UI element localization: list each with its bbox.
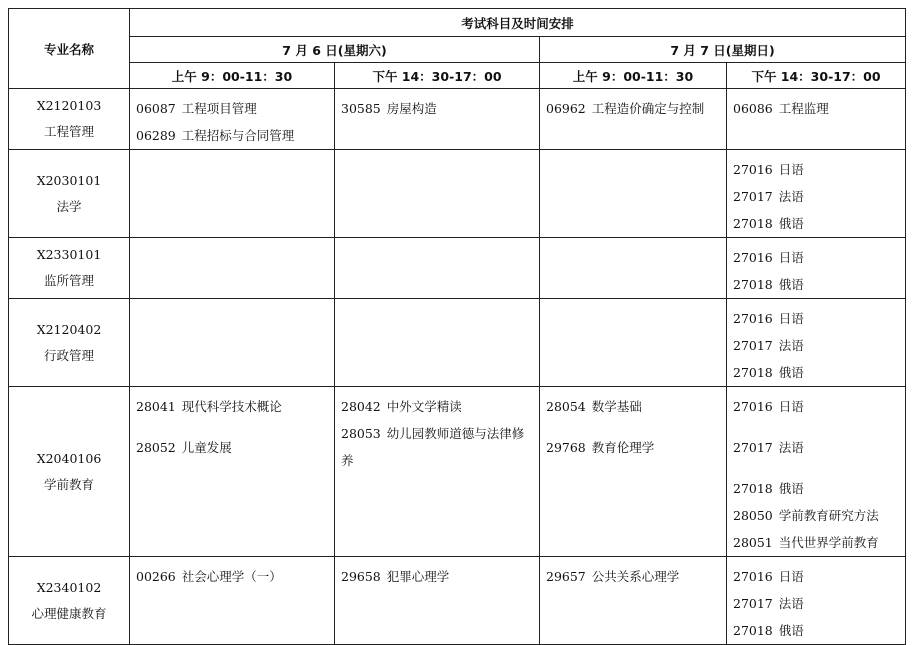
slot-header: 上午 9：00-11：30 [130,63,335,89]
session-cell [335,387,540,557]
course-item: 27018 俄语 [733,481,804,496]
major-cell [9,299,130,387]
major-name: 工程管理 [43,124,94,139]
slot-header: 上午 9：00-11：30 [540,63,727,89]
major-name: 学前教育 [43,476,94,492]
course-item: 27016 日语 [733,569,804,584]
course-item: 28042 中外文学精读 [341,399,462,414]
table-row [9,387,906,557]
course-item: 06289 工程招标与合同管理 [136,128,295,143]
major-cell [9,238,130,299]
table-row [9,557,906,645]
course-item: 27018 俄语 [733,623,804,638]
major-code: X2120402 [36,321,102,337]
session-cell [335,238,540,299]
course-item: 27016 日语 [733,250,804,265]
table-row [9,238,906,299]
major-code: X2030101 [36,172,102,188]
course-item: 28051 当代世界学前教育 [733,535,879,550]
major-code: X2330101 [36,247,102,262]
major-cell [9,89,130,150]
table-row [9,299,906,387]
course-item: 27016 日语 [733,311,804,326]
table-row [9,150,906,238]
session-cell [130,299,335,387]
major-cell [9,387,130,557]
session-cell [130,238,335,299]
course-item: 27018 俄语 [733,216,804,231]
course-item: 28050 学前教育研究方法 [733,508,879,523]
day-header: 7 月 7 日(星期日) [540,37,906,63]
course-item: 28052 儿童发展 [136,440,232,455]
course-item: 27017 法语 [733,440,804,455]
course-item: 30585 房屋构造 [341,101,437,116]
major-code: X2340102 [36,579,102,595]
course-item: 06962 工程造价确定与控制 [546,101,705,116]
slot-header: 下午 14：30-17：00 [335,63,540,89]
course-item: 29768 教育伦理学 [546,440,655,455]
slot-header: 下午 14：30-17：00 [727,63,906,89]
session-cell [130,150,335,238]
course-item: 27018 俄语 [733,277,804,292]
course-item: 00266 社会心理学（一） [136,569,282,584]
session-cell [727,89,906,150]
session-cell [335,299,540,387]
session-cell [727,387,906,557]
course-item: 27018 俄语 [733,365,804,380]
major-name: 法学 [56,198,82,214]
course-item: 27017 法语 [733,596,804,611]
session-cell [727,150,906,238]
day-header: 7 月 6 日(星期六) [130,37,540,63]
major-code: X2040106 [36,450,102,466]
session-cell [540,150,727,238]
session-cell [130,557,335,645]
major-name: 心理健康教育 [31,605,107,621]
course-item: 28053 幼儿园教师道德与法律修养 [341,426,525,468]
schedule-title: 考试科目及时间安排 [130,9,906,37]
course-item: 29657 公共关系心理学 [546,569,680,584]
course-item: 06087 工程项目管理 [136,101,257,116]
course-item: 28041 现代科学技术概论 [136,399,282,414]
course-item: 06086 工程监理 [733,101,829,116]
major-code: X2120103 [36,98,102,113]
course-item: 27017 法语 [733,338,804,353]
session-cell [335,557,540,645]
course-item: 29658 犯罪心理学 [341,569,450,584]
major-cell [9,150,130,238]
course-item: 27017 法语 [733,189,804,204]
session-cell [727,238,906,299]
major-name: 监所管理 [43,273,94,288]
session-cell [540,387,727,557]
session-cell [727,557,906,645]
exam-schedule-table [8,8,906,645]
session-cell [540,557,727,645]
session-cell [540,299,727,387]
course-item: 27016 日语 [733,399,804,414]
major-cell [9,557,130,645]
course-item: 28054 数学基础 [546,399,642,414]
session-cell [540,238,727,299]
session-cell [130,89,335,150]
major-name: 行政管理 [43,347,94,363]
table-row [9,89,906,150]
course-item: 27016 日语 [733,162,804,177]
session-cell [130,387,335,557]
major-column-header: 专业名称 [9,9,130,89]
session-cell [727,299,906,387]
session-cell [335,150,540,238]
session-cell [335,89,540,150]
session-cell [540,89,727,150]
